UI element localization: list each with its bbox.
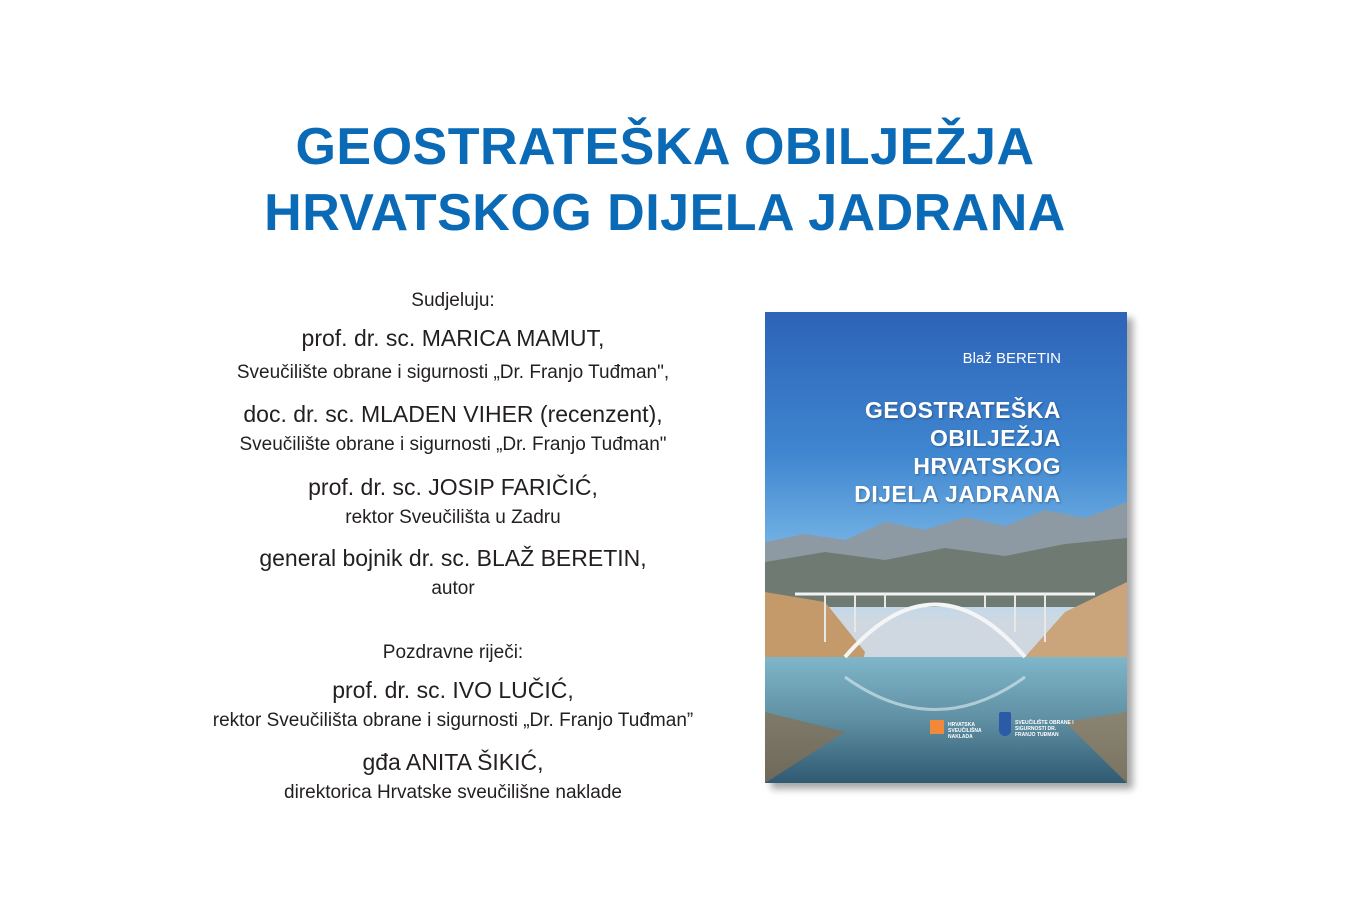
- participant-affiliation: Sveučilište obrane i sigurnosti „Dr. Franjo Tuđman",: [236, 362, 670, 383]
- publisher-2: SVEUČILIŠTE OBRANE I SIGURNOSTI DR. FRANJO TUĐMAN: [1015, 720, 1074, 738]
- page-title-line-1: GEOSTRATEŠKA OBILJEŽJA: [295, 118, 1035, 176]
- university-crest-icon: [999, 712, 1011, 736]
- book-title-line: GEOSTRATEŠKA: [865, 397, 1061, 423]
- greeting-name: gđa ANITA ŠIKIĆ,: [362, 749, 544, 775]
- participant-affiliation: rektor Sveučilišta u Zadru: [345, 507, 561, 528]
- cover-landscape: [765, 312, 1127, 783]
- participant-affiliation: Sveučilište obrane i sigurnosti „Dr. Franjo Tuđman": [239, 434, 667, 455]
- participant-affiliation: autor: [431, 578, 475, 599]
- publisher-logo-icon: [930, 720, 944, 734]
- greeting-affiliation: rektor Sveučilišta obrane i sigurnosti „Dr. Franjo Tuđman”: [212, 710, 694, 731]
- book-title-line: DIJELA JADRANA: [854, 481, 1061, 507]
- participant-name: doc. dr. sc. MLADEN VIHER (recenzent),: [243, 401, 663, 427]
- participant-name: prof. dr. sc. MARICA MAMUT,: [301, 325, 605, 351]
- greeting-affiliation: direktorica Hrvatske sveučilišne naklade: [284, 782, 622, 803]
- book-title-line: OBILJEŽJA: [929, 425, 1061, 451]
- participants-label: Sudjeluju:: [411, 290, 495, 311]
- participant-name: prof. dr. sc. JOSIP FARIČIĆ,: [308, 474, 598, 500]
- book-author: Blaž BERETIN: [962, 350, 1061, 367]
- book-cover: [765, 312, 1127, 783]
- greetings-label: Pozdravne riječi:: [382, 642, 524, 663]
- participant-name: general bojnik dr. sc. BLAŽ BERETIN,: [259, 545, 647, 571]
- page-title-line-2: HRVATSKOG DIJELA JADRANA: [264, 184, 1066, 242]
- publisher-1: HRVATSKA SVEUČILIŠNA NAKLADA: [948, 722, 982, 740]
- book-title: [854, 396, 1061, 508]
- greeting-name: prof. dr. sc. IVO LUČIĆ,: [332, 677, 574, 703]
- book-title-line: HRVATSKOG: [913, 453, 1061, 479]
